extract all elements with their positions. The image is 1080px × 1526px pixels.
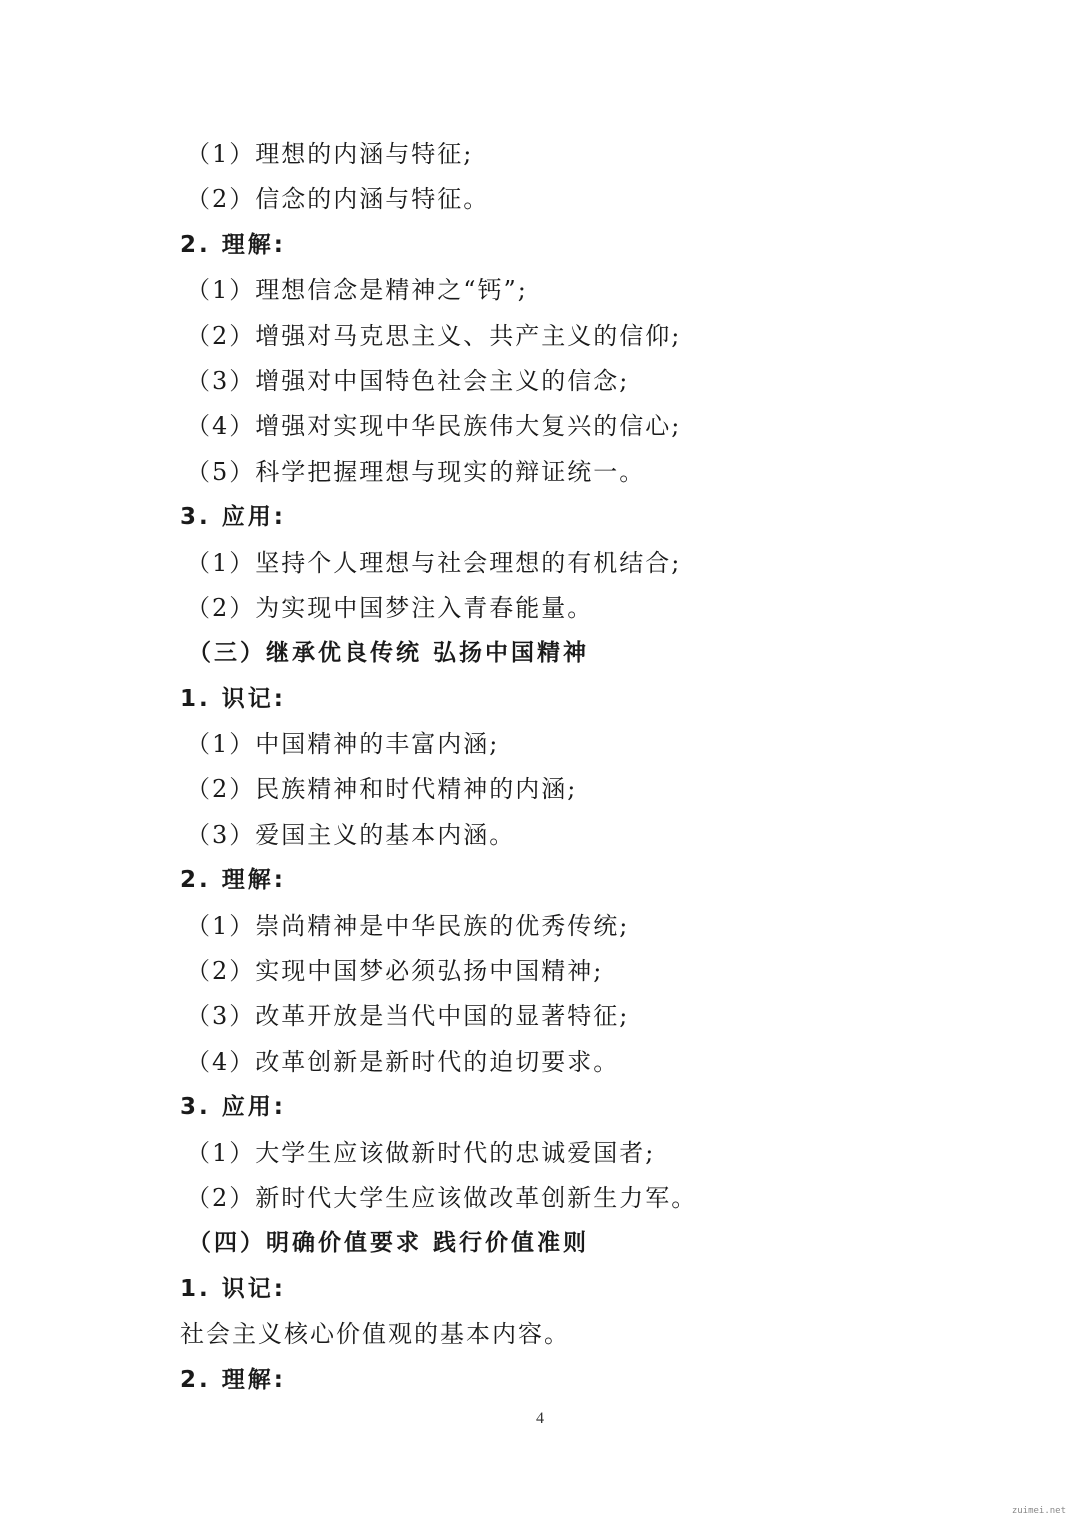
subheading: 3. 应用: [180,1094,286,1121]
list-item: （2）信念的内涵与特征。 [186,185,490,214]
page-number: 4 [536,1410,544,1427]
list-item: （2）新时代大学生应该做改革创新生力军。 [186,1183,698,1212]
section-heading: （四）明确价值要求 践行价值准则 [188,1230,590,1257]
list-item: （3）爱国主义的基本内涵。 [186,820,516,849]
list-item: （4）改革创新是新时代的迫切要求。 [186,1047,620,1076]
subheading: 1. 识记: [180,1275,286,1302]
list-item: （1）崇尚精神是中华民族的优秀传统; [186,911,630,940]
list-item: （1）大学生应该做新时代的忠诚爱国者; [186,1138,656,1167]
subheading: 1. 识记: [180,685,286,712]
paragraph: 社会主义核心价值观的基本内容。 [180,1320,570,1349]
subheading: 2. 理解: [180,231,286,258]
list-item: （2）为实现中国梦注入青春能量。 [186,593,594,622]
list-item: （2）实现中国梦必须弘扬中国精神; [186,957,604,986]
subheading: 2. 理解: [180,867,286,894]
list-item: （3）改革开放是当代中国的显著特征; [186,1002,630,1031]
list-item: （1）坚持个人理想与社会理想的有机结合; [186,548,682,577]
document-body [180,132,1000,1403]
list-item: （1）理想信念是精神之“钙”; [186,276,528,305]
subheading: 2. 理解: [180,1366,286,1393]
list-item: （1）中国精神的丰富内涵; [186,730,500,759]
watermark: zuimei.net [1011,1506,1066,1516]
subheading: 3. 应用: [180,504,286,531]
list-item: （2）增强对马克思主义、共产主义的信仰; [186,321,682,350]
list-item: （1）理想的内涵与特征; [186,140,474,168]
list-item: （3）增强对中国特色社会主义的信念; [186,366,630,395]
list-item: （4）增强对实现中华民族伟大复兴的信心; [186,412,682,441]
list-item: （2）民族精神和时代精神的内涵; [186,775,578,804]
list-item: （5）科学把握理想与现实的辩证统一。 [186,457,646,486]
section-heading: （三）继承优良传统 弘扬中国精神 [188,640,590,667]
